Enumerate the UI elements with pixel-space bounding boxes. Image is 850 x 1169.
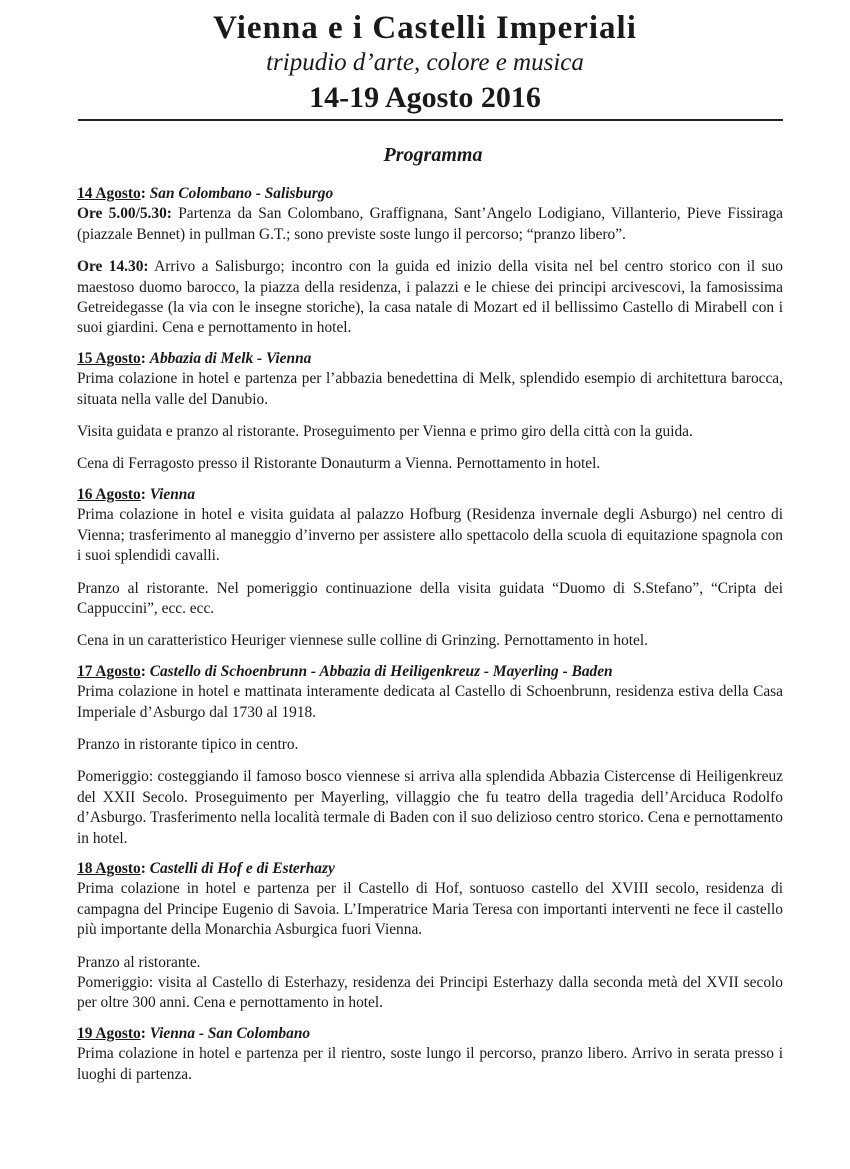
day-date-separator: : bbox=[140, 485, 150, 503]
itinerary-text: Prima colazione in hotel e partenza per l’abbazia benedettina di Melk, splendido esempio di architettura barocca, situata nella valle del Danubio. bbox=[77, 370, 783, 408]
itinerary-text: Pranzo in ristorante tipico in centro. bbox=[77, 735, 299, 753]
day-date: 17 Agosto bbox=[77, 662, 141, 680]
itinerary-paragraph bbox=[77, 735, 783, 755]
itinerary-text: Visita guidata e pranzo al ristorante. Proseguimento per Vienna e primo giro della città con la guida. bbox=[77, 423, 693, 441]
day-date-separator: : bbox=[140, 859, 150, 877]
day-destination: Castelli di Hof e di Esterhazy bbox=[149, 859, 335, 877]
day-date: 14 Agosto bbox=[77, 185, 141, 202]
document-subtitle: tripudio d’arte, colore e musica bbox=[266, 49, 584, 76]
itinerary-paragraph bbox=[77, 579, 783, 620]
day-destination: Vienna - San Colombano bbox=[149, 1024, 311, 1042]
itinerary-paragraph bbox=[77, 1044, 783, 1085]
itinerary-text: Cena in un caratteristico Heuriger viennese sulle colline di Grinzing. Pernottamento in hotel. bbox=[77, 632, 648, 650]
itinerary-text: Prima colazione in hotel e mattinata interamente dedicata al Castello di Schoenbrunn, residenza estiva della Casa Imperiale d’Asburgo dal 1730 al 1918. bbox=[77, 683, 783, 721]
itinerary-paragraph bbox=[77, 973, 783, 1014]
itinerary-paragraph bbox=[77, 422, 783, 442]
program-days bbox=[77, 184, 783, 1095]
itinerary-paragraph bbox=[77, 631, 783, 651]
program-day bbox=[77, 859, 783, 1014]
itinerary-text: Pomeriggio: visita al Castello di Esterhazy, residenza dei Principi Esterhazy dalla seconda metà del XVII secolo per oltre 300 anni. Cena e pernottamento in hotel. bbox=[77, 974, 783, 1012]
day-date: 15 Agosto bbox=[77, 349, 141, 367]
program-day bbox=[77, 1024, 783, 1085]
day-date: 18 Agosto bbox=[77, 859, 141, 877]
itinerary-text: Pranzo al ristorante. bbox=[77, 953, 201, 971]
trip-dates: 14-19 Agosto 2016 bbox=[309, 81, 541, 114]
itinerary-paragraph bbox=[77, 369, 783, 410]
day-destination: Castello di Schoenbrunn - Abbazia di Heiligenkreuz - Mayerling - Baden bbox=[149, 662, 613, 680]
itinerary-text: Partenza da San Colombano, Graffignana, Sant’Angelo Lodigiano, Villanterio, Pieve Fissiraga (piazzale Bennet) in pullman G.T.; sono previste soste lungo il percorso; “pranzo libero”. bbox=[77, 205, 783, 243]
program-title: Programma bbox=[383, 144, 483, 166]
itinerary-paragraph bbox=[77, 879, 783, 940]
program-day bbox=[77, 485, 783, 652]
day-date-separator: : bbox=[140, 1024, 150, 1042]
itinerary-paragraph bbox=[77, 204, 783, 245]
itinerary-paragraph bbox=[77, 953, 783, 973]
itinerary-text: Prima colazione in hotel e partenza per il Castello di Hof, sontuoso castello del XVIII secolo, residenza di campagna del Principe Eugenio di Savoia. L’Imperatrice Maria Teresa con importanti interventi ne fece il castello più importante della Monarchia Asburgica fuori Vienna. bbox=[77, 880, 783, 939]
day-destination: Abbazia di Melk - Vienna bbox=[149, 349, 312, 367]
program-day bbox=[77, 184, 783, 339]
day-heading bbox=[77, 184, 783, 204]
itinerary-text: Pomeriggio: costeggiando il famoso bosco viennese si arriva alla splendida Abbazia Cistercense di Heiligenkreuz del XXII Secolo. Proseguimento per Mayerling, villaggio che fu teatro della tragedia dell’Arciduca Rodolfo d’Asburgo. Trasferimento nella località termale di Baden con il suo delizioso centro storico. Cena e pernottamento in hotel. bbox=[77, 768, 783, 847]
itinerary-paragraph bbox=[77, 505, 783, 566]
day-heading bbox=[77, 859, 783, 879]
itinerary-paragraph bbox=[77, 454, 783, 474]
itinerary-text: Pranzo al ristorante. Nel pomeriggio continuazione della visita guidata “Duomo di S.Stefano”, “Cripta dei Cappuccini”, ecc. ecc. bbox=[77, 579, 783, 617]
program-day bbox=[77, 349, 783, 475]
day-heading bbox=[77, 349, 783, 369]
itinerary-text: Prima colazione in hotel e partenza per il rientro, soste lungo il percorso, pranzo libero. Arrivo in serata presso i luoghi di partenza. bbox=[77, 1045, 783, 1083]
day-heading bbox=[77, 662, 783, 682]
day-date: 19 Agosto bbox=[77, 1024, 141, 1042]
day-date: 16 Agosto bbox=[77, 485, 141, 503]
day-destination: San Colombano - Salisburgo bbox=[149, 185, 334, 202]
day-date-separator: : bbox=[140, 185, 150, 202]
itinerary-paragraph bbox=[77, 767, 783, 849]
document-title: Vienna e i Castelli Imperiali bbox=[213, 10, 637, 46]
day-heading bbox=[77, 485, 783, 505]
day-destination: Vienna bbox=[149, 485, 196, 503]
itinerary-paragraph bbox=[77, 682, 783, 723]
itinerary-text: Prima colazione in hotel e visita guidata al palazzo Hofburg (Residenza invernale degli Asburgo) nel centro di Vienna; trasferimento al maneggio d’inverno per assistere allo spettacolo della scuola di equitazione spagnola con i suoi splendidi cavalli. bbox=[77, 506, 783, 565]
itinerary-text: Cena di Ferragosto presso il Ristorante Donauturm a Vienna. Pernottamento in hotel. bbox=[77, 455, 601, 473]
day-date-separator: : bbox=[140, 662, 150, 680]
day-heading bbox=[77, 1024, 783, 1044]
itinerary-paragraph bbox=[77, 257, 783, 339]
itinerary-text: Arrivo a Salisburgo; incontro con la guida ed inizio della visita nel bel centro storico con il suo maestoso duomo barocco, la piazza della residenza, i palazzi e le chiese dei principi arcivescovi, la famosissima Getreidegasse (la via con le insegne storiche), la casa natale di Mozart ed il bellissimo Castello di Mirabell con i suoi giardini. Cena e pernottamento in hotel. bbox=[77, 258, 783, 337]
schedule-time: Ore 14.30: bbox=[77, 258, 149, 276]
schedule-time: Ore 5.00/5.30: bbox=[77, 205, 172, 223]
day-date-separator: : bbox=[140, 349, 150, 367]
program-day bbox=[77, 662, 783, 849]
header-divider bbox=[78, 119, 783, 121]
